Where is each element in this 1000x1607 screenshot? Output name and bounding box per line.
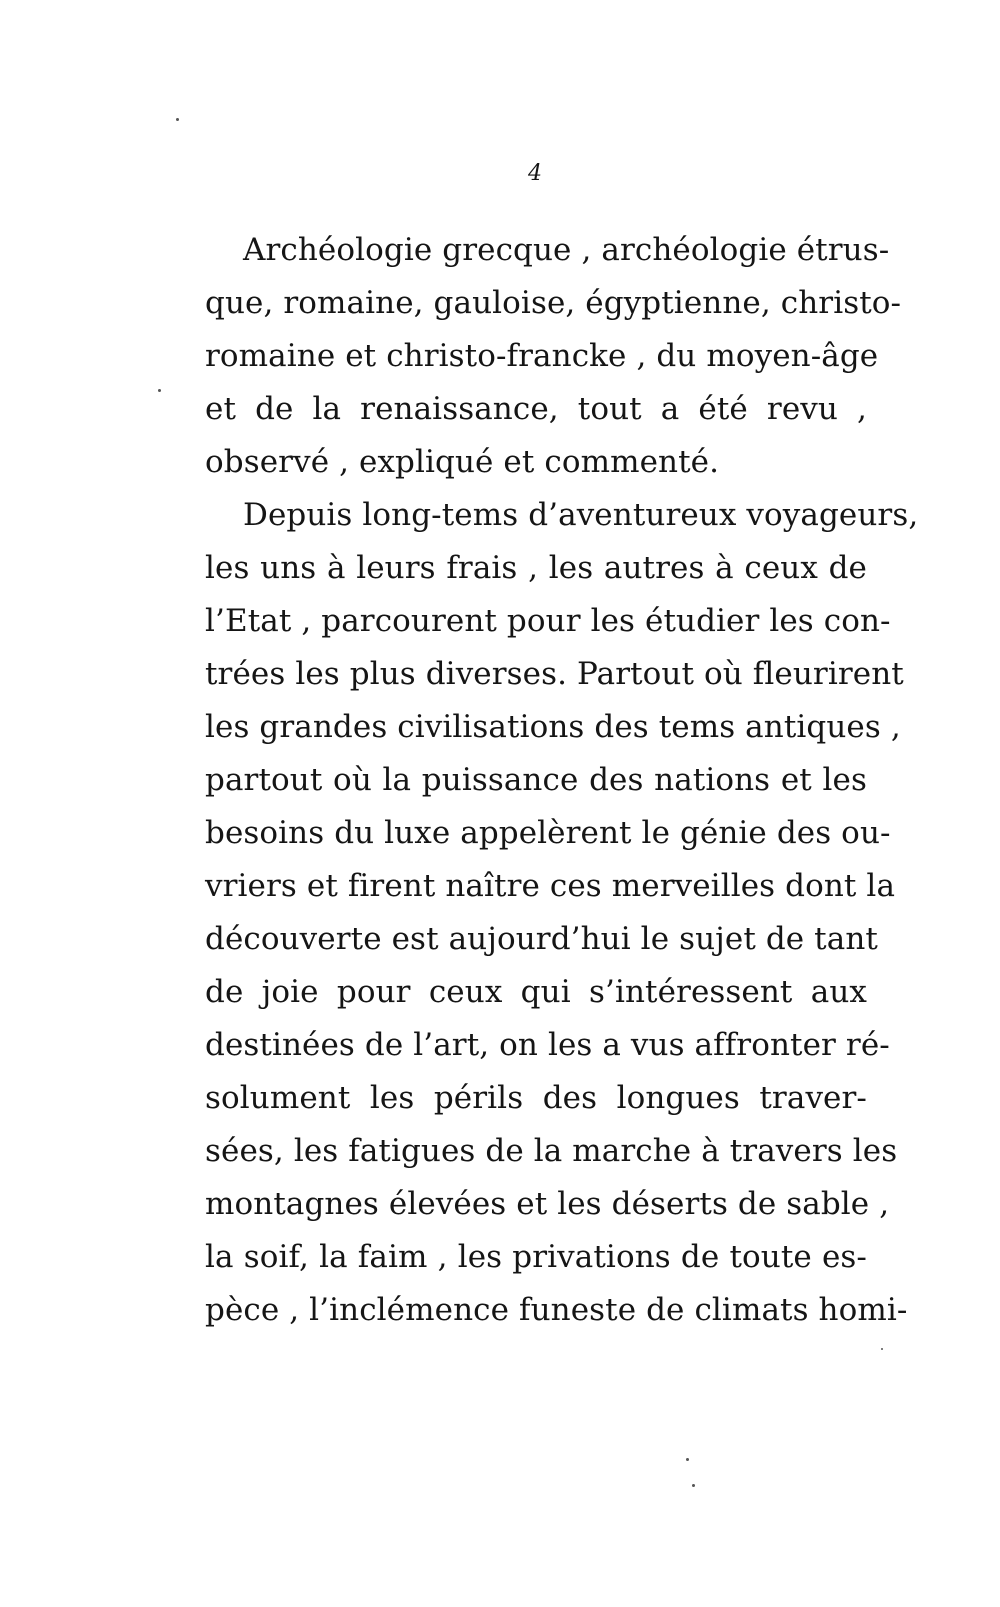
text-line: destinées de l’art, on les a vus affronter ré- <box>205 1027 890 1063</box>
text-line: besoins du luxe appelèrent le génie des ou- <box>205 815 891 851</box>
text-line: de joie pour ceux qui s’intéressent aux <box>205 974 867 1010</box>
text-line: les uns à leurs frais , les autres à ceux de <box>205 550 867 586</box>
page-number: 4 <box>528 161 542 186</box>
text-line: trées les plus diverses. Partout où fleurirent <box>205 656 904 692</box>
text-line: et de la renaissance, tout a été revu , <box>205 391 867 427</box>
paper-speck <box>176 118 179 121</box>
text-line: l’Etat , parcourent pour les étudier les con- <box>205 603 891 639</box>
paper-speck <box>692 1484 695 1487</box>
paper-speck <box>881 1348 883 1350</box>
text-line: Archéologie grecque , archéologie étrus- <box>243 232 890 268</box>
text-line: solument les périls des longues traver- <box>205 1080 867 1116</box>
text-line: montagnes élevées et les déserts de sable , <box>205 1186 890 1222</box>
paragraph-2 <box>205 489 919 1337</box>
paper-speck <box>686 1458 689 1461</box>
text-line: partout où la puissance des nations et les <box>205 762 867 798</box>
text-line: Depuis long-tems d’aventureux voyageurs, <box>243 497 919 533</box>
text-line: romaine et christo-francke , du moyen-âge <box>205 338 879 374</box>
text-line: la soif, la faim , les privations de toute es- <box>205 1239 867 1275</box>
text-line: sées, les fatigues de la marche à travers les <box>205 1133 898 1169</box>
text-line: découverte est aujourd’hui le sujet de tant <box>205 921 878 957</box>
paragraph-1 <box>205 224 902 489</box>
paper-speck <box>158 389 161 392</box>
text-line: les grandes civilisations des tems antiques , <box>205 709 901 745</box>
text-line: que, romaine, gauloise, égyptienne, christo- <box>205 285 902 321</box>
text-line: observé , expliqué et commenté. <box>205 444 720 480</box>
text-line: vriers et firent naître ces merveilles dont la <box>205 868 896 904</box>
body-text <box>205 224 919 1337</box>
text-line: pèce , l’inclémence funeste de climats homi- <box>205 1292 908 1328</box>
